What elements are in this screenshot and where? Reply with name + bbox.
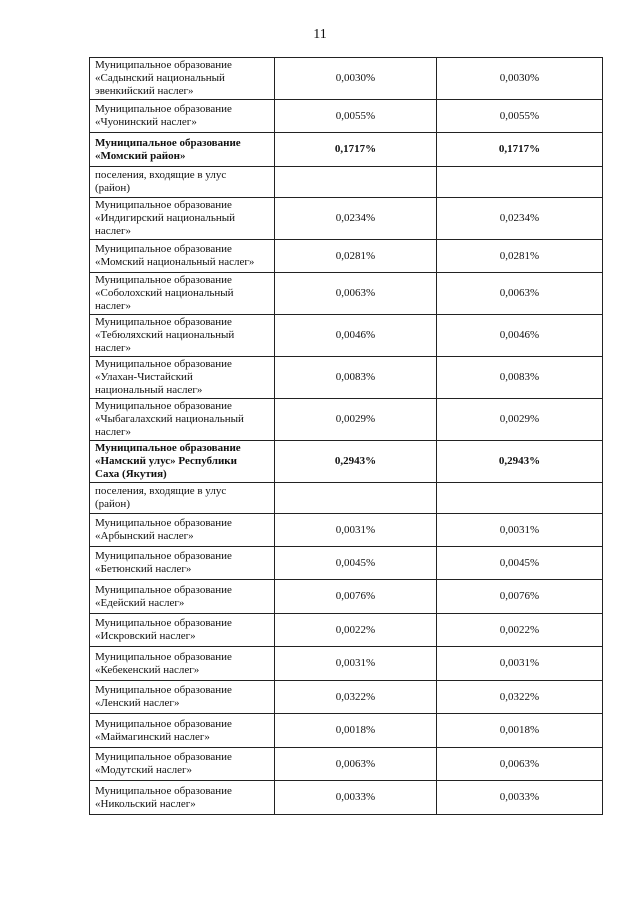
share-value-2: 0,0322%: [437, 681, 603, 714]
municipality-name-line: «Момский район»: [95, 149, 186, 162]
municipality-name-line: Муниципальное образование: [95, 684, 232, 696]
municipality-name-cell: [90, 714, 275, 748]
municipality-name-cell: [90, 483, 275, 514]
table-row: [90, 483, 603, 514]
municipality-name-cell: [90, 198, 275, 240]
municipality-name-line: Муниципальное образование: [95, 136, 241, 149]
share-value-2: [437, 167, 603, 198]
share-value-2: 0,0029%: [437, 399, 603, 441]
page-number: 11: [313, 27, 327, 42]
municipality-name-line: Муниципальное образование: [95, 316, 232, 328]
municipality-name-line: «Кебекенский наслег»: [95, 663, 200, 676]
municipality-name-cell: [90, 399, 275, 441]
table-row: [90, 781, 603, 815]
share-value-2: 0,0031%: [437, 647, 603, 681]
municipality-name-cell: [90, 748, 275, 781]
share-value-2: 0,2943%: [437, 441, 603, 483]
municipality-name-cell: [90, 681, 275, 714]
municipality-name-line: Муниципальное образование: [95, 751, 232, 763]
municipality-name-line: Муниципальное образование: [95, 583, 232, 596]
municipality-name-line: «Тебюляхский национальный: [95, 329, 235, 341]
table-row: [90, 198, 603, 240]
municipality-name-line: «Соболохский национальный: [95, 287, 234, 299]
municipality-name-line: национальный наслег»: [95, 384, 203, 396]
municipality-name-line: Муниципальное образование: [95, 550, 232, 562]
municipality-name-cell: [90, 441, 275, 483]
municipality-name-line: наслег»: [95, 426, 132, 438]
municipality-name-line: поселения, входящие в улус: [95, 169, 227, 181]
municipality-name-line: Муниципальное образование: [95, 199, 232, 211]
share-value-1: 0,0046%: [275, 315, 437, 357]
share-value-1: 0,0083%: [275, 357, 437, 399]
municipality-name-line: «Индигирский национальный: [95, 212, 236, 224]
municipality-name-cell: [90, 580, 275, 614]
municipality-name-line: «Чыбагалахский национальный: [95, 413, 244, 425]
share-value-2: 0,0055%: [437, 100, 603, 133]
share-value-1: 0,1717%: [275, 133, 437, 167]
table-row: [90, 580, 603, 614]
municipality-name-line: Муниципальное образование: [95, 103, 232, 115]
municipality-name-line: Муниципальное образование: [95, 617, 232, 629]
table-row: [90, 58, 603, 100]
municipality-name-line: наслег»: [95, 342, 132, 354]
table-row: [90, 240, 603, 273]
municipality-name-line: «Бетюнский наслег»: [95, 563, 192, 575]
share-value-2: 0,0281%: [437, 240, 603, 273]
share-value-2: 0,0083%: [437, 357, 603, 399]
municipality-name-cell: [90, 315, 275, 357]
table-row: [90, 167, 603, 198]
share-value-2: 0,0033%: [437, 781, 603, 815]
table-row: [90, 441, 603, 483]
share-value-1: 0,0055%: [275, 100, 437, 133]
table-row: [90, 614, 603, 647]
share-value-1: [275, 167, 437, 198]
share-value-1: 0,0322%: [275, 681, 437, 714]
municipality-name-line: наслег»: [95, 225, 132, 237]
municipality-name-line: Муниципальное образование: [95, 400, 232, 412]
municipality-name-line: Муниципальное образование: [95, 717, 232, 730]
table-body: [90, 58, 603, 815]
municipality-name-line: Муниципальное образование: [95, 442, 241, 454]
share-value-2: 0,0030%: [437, 58, 603, 100]
share-table: [89, 57, 603, 815]
table-row: [90, 647, 603, 681]
municipality-name-cell: [90, 100, 275, 133]
municipality-name-cell: [90, 58, 275, 100]
share-value-1: 0,0030%: [275, 58, 437, 100]
municipality-name-cell: [90, 514, 275, 547]
table-row: [90, 357, 603, 399]
municipality-name-line: «Маймагинский наслег»: [95, 730, 210, 743]
share-value-1: 0,0063%: [275, 273, 437, 315]
municipality-name-line: наслег»: [95, 300, 132, 312]
municipality-name-cell: [90, 781, 275, 815]
share-value-1: 0,0281%: [275, 240, 437, 273]
municipality-name-line: «Едейский наслег»: [95, 596, 185, 609]
share-value-2: [437, 483, 603, 514]
share-value-1: 0,0045%: [275, 547, 437, 580]
municipality-name-line: «Улахан-Чистайский: [95, 371, 193, 383]
municipality-name-line: «Никольский наслег»: [95, 797, 196, 810]
municipality-name-line: «Ленский наслег»: [95, 697, 180, 709]
municipality-name-line: Муниципальное образование: [95, 59, 232, 71]
share-value-2: 0,0045%: [437, 547, 603, 580]
share-value-2: 0,0076%: [437, 580, 603, 614]
share-value-2: 0,0063%: [437, 748, 603, 781]
table-row: [90, 714, 603, 748]
table-row: [90, 399, 603, 441]
share-value-1: 0,0076%: [275, 580, 437, 614]
municipality-name-line: «Чуонинский наслег»: [95, 116, 197, 128]
municipality-name-cell: [90, 357, 275, 399]
municipality-name-cell: [90, 273, 275, 315]
share-value-1: 0,0234%: [275, 198, 437, 240]
municipality-name-line: «Арбынский наслег»: [95, 530, 194, 542]
municipality-name-line: «Момский национальный наслег»: [95, 256, 255, 268]
municipality-name-line: Муниципальное образование: [95, 274, 232, 286]
share-value-2: 0,0018%: [437, 714, 603, 748]
share-value-1: 0,0022%: [275, 614, 437, 647]
share-value-1: [275, 483, 437, 514]
municipality-name-line: Муниципальное образование: [95, 650, 232, 663]
municipality-name-cell: [90, 167, 275, 198]
municipality-name-line: «Искровский наслег»: [95, 630, 196, 642]
share-value-1: 0,0063%: [275, 748, 437, 781]
share-value-2: 0,0234%: [437, 198, 603, 240]
municipality-name-line: (район): [95, 182, 130, 194]
municipality-name-cell: [90, 547, 275, 580]
share-value-2: 0,1717%: [437, 133, 603, 167]
municipality-name-line: «Модутский наслег»: [95, 764, 193, 776]
municipality-name-cell: [90, 240, 275, 273]
share-value-2: 0,0046%: [437, 315, 603, 357]
municipality-name-line: «Садынский национальный: [95, 72, 225, 84]
table-row: [90, 748, 603, 781]
table-row: [90, 315, 603, 357]
table-row: [90, 133, 603, 167]
table-row: [90, 273, 603, 315]
municipality-name-line: эвенкийский наслег»: [95, 85, 194, 97]
municipality-name-cell: [90, 133, 275, 167]
municipality-name-line: Муниципальное образование: [95, 784, 232, 797]
municipality-name-line: поселения, входящие в улус: [95, 485, 227, 497]
municipality-name-cell: [90, 647, 275, 681]
share-value-2: 0,0022%: [437, 614, 603, 647]
municipality-name-line: «Намский улус» Республики: [95, 455, 237, 467]
table-row: [90, 100, 603, 133]
share-value-2: 0,0063%: [437, 273, 603, 315]
share-value-1: 0,0029%: [275, 399, 437, 441]
share-value-1: 0,0033%: [275, 781, 437, 815]
share-value-2: 0,0031%: [437, 514, 603, 547]
municipality-name-line: (район): [95, 498, 130, 510]
municipality-name-line: Муниципальное образование: [95, 243, 232, 255]
table-row: [90, 547, 603, 580]
share-value-1: 0,0031%: [275, 647, 437, 681]
share-value-1: 0,2943%: [275, 441, 437, 483]
municipality-name-line: Саха (Якутия): [95, 468, 167, 480]
share-value-1: 0,0018%: [275, 714, 437, 748]
share-value-1: 0,0031%: [275, 514, 437, 547]
table-row: [90, 514, 603, 547]
municipality-name-line: Муниципальное образование: [95, 358, 232, 370]
municipality-name-cell: [90, 614, 275, 647]
municipality-name-line: Муниципальное образование: [95, 517, 232, 529]
table-row: [90, 681, 603, 714]
